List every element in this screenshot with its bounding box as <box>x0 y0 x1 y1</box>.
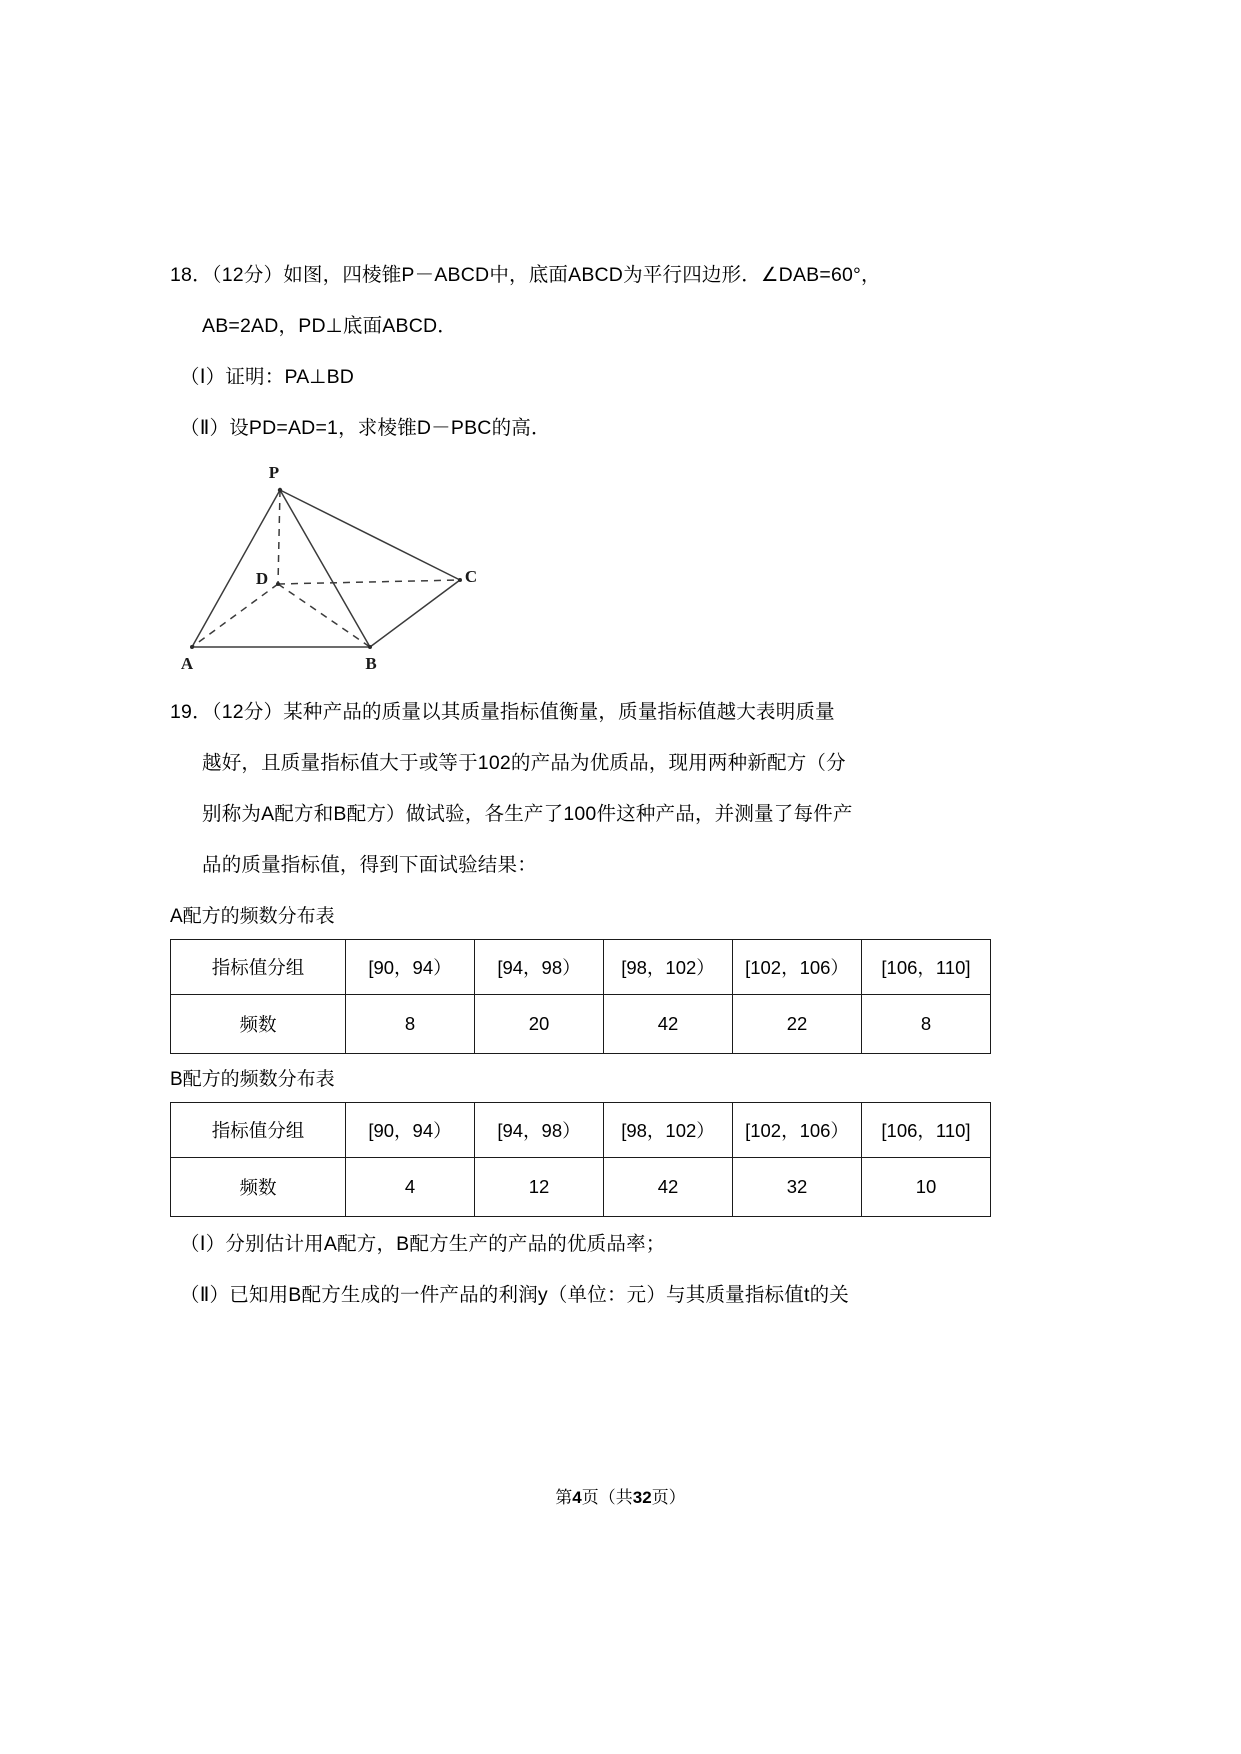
footer-prefix: 第 <box>555 1488 573 1507</box>
table-b-freq-2: 42 <box>604 1158 733 1217</box>
vertex-label-c: C <box>464 567 478 586</box>
pyramid-svg <box>170 462 500 677</box>
problem-19-line-2: 越好，且质量指标值大于或等于102的产品为优质品，现用两种新配方（分 <box>202 752 846 774</box>
table-a-freq-2: 42 <box>604 995 733 1054</box>
vertex-label-d: D <box>255 569 269 588</box>
table-b-interval-3: [102，106） <box>733 1103 862 1158</box>
table-b-freq-4: 10 <box>862 1158 991 1217</box>
table-b-freq-1: 12 <box>475 1158 604 1217</box>
table-b-row-label-interval: 指标值分组 <box>171 1103 346 1158</box>
table-b-freq-0: 4 <box>346 1158 475 1217</box>
problem-18-line-1: 18．（12分）如图，四棱锥P－ABCD中，底面ABCD为平行四边形．∠DAB=60°， <box>170 264 881 286</box>
table-b-freq-3: 32 <box>733 1158 862 1217</box>
pyramid-vertices <box>190 488 462 649</box>
table-a-interval-4: [106，110] <box>862 940 991 995</box>
table-row <box>171 940 991 995</box>
footer-page-number: 4 <box>572 1488 582 1507</box>
page-content <box>170 250 971 1321</box>
table-a-row-label-interval: 指标值分组 <box>171 940 346 995</box>
table-b-interval-1: [94，98） <box>475 1103 604 1158</box>
table-a-interval-0: [90，94） <box>346 940 475 995</box>
table-a-freq-0: 8 <box>346 995 475 1054</box>
table-row <box>171 1103 991 1158</box>
table-a-interval-3: [102，106） <box>733 940 862 995</box>
vertex-label-a: A <box>180 654 194 673</box>
vertex-label-p: P <box>268 463 280 482</box>
problem-19-part-2: （Ⅱ）已知用B配方生成的一件产品的利润y（单位：元）与其质量指标值t的关 <box>180 1284 849 1306</box>
table-b-row-label-freq: 频数 <box>171 1158 346 1217</box>
footer-suffix: 页） <box>651 1488 686 1507</box>
problem-19-part-1: （Ⅰ）分别估计用A配方，B配方生产的产品的优质品率； <box>180 1233 666 1255</box>
footer-middle: 页（共 <box>581 1488 633 1507</box>
frequency-table-b <box>170 1102 991 1217</box>
footer-total-pages: 32 <box>632 1488 652 1507</box>
problem-18 <box>170 250 960 677</box>
problem-18-part-2: （Ⅱ）设PD=AD=1，求棱锥D－PBC的高． <box>180 417 551 439</box>
problem-18-part-1: （Ⅰ）证明：PA⊥BD <box>180 366 355 388</box>
table-a-interval-2: [98，102） <box>604 940 733 995</box>
problem-19-line-1: 19．（12分）某种产品的质量以其质量指标值衡量，质量指标值越大表明质量 <box>170 701 835 723</box>
problem-18-line-2: AB=2AD，PD⊥底面ABCD． <box>202 315 457 337</box>
table-b-interval-2: [98，102） <box>604 1103 733 1158</box>
pyramid-solid-edges <box>192 490 460 647</box>
frequency-table-a <box>170 939 991 1054</box>
table-a-freq-3: 22 <box>733 995 862 1054</box>
table-a-freq-1: 20 <box>475 995 604 1054</box>
table-row <box>171 995 991 1054</box>
table-a-interval-1: [94，98） <box>475 940 604 995</box>
table-row <box>171 1158 991 1217</box>
table-a-freq-4: 8 <box>862 995 991 1054</box>
table-a-caption: A配方的频数分布表 <box>170 906 335 927</box>
table-b-caption: B配方的频数分布表 <box>170 1069 335 1090</box>
problem-19-line-4: 品的质量指标值，得到下面试验结果： <box>202 854 537 876</box>
table-b-interval-0: [90，94） <box>346 1103 475 1158</box>
vertex-label-b: B <box>365 654 377 673</box>
table-a-row-label-freq: 频数 <box>171 995 346 1054</box>
table-b-interval-4: [106，110] <box>862 1103 991 1158</box>
pyramid-figure <box>170 462 960 677</box>
problem-19 <box>170 687 971 1321</box>
problem-19-line-3: 别称为A配方和B配方）做试验，各生产了100件这种产品，并测量了每件产 <box>202 803 853 825</box>
page-footer <box>0 1483 1241 1508</box>
